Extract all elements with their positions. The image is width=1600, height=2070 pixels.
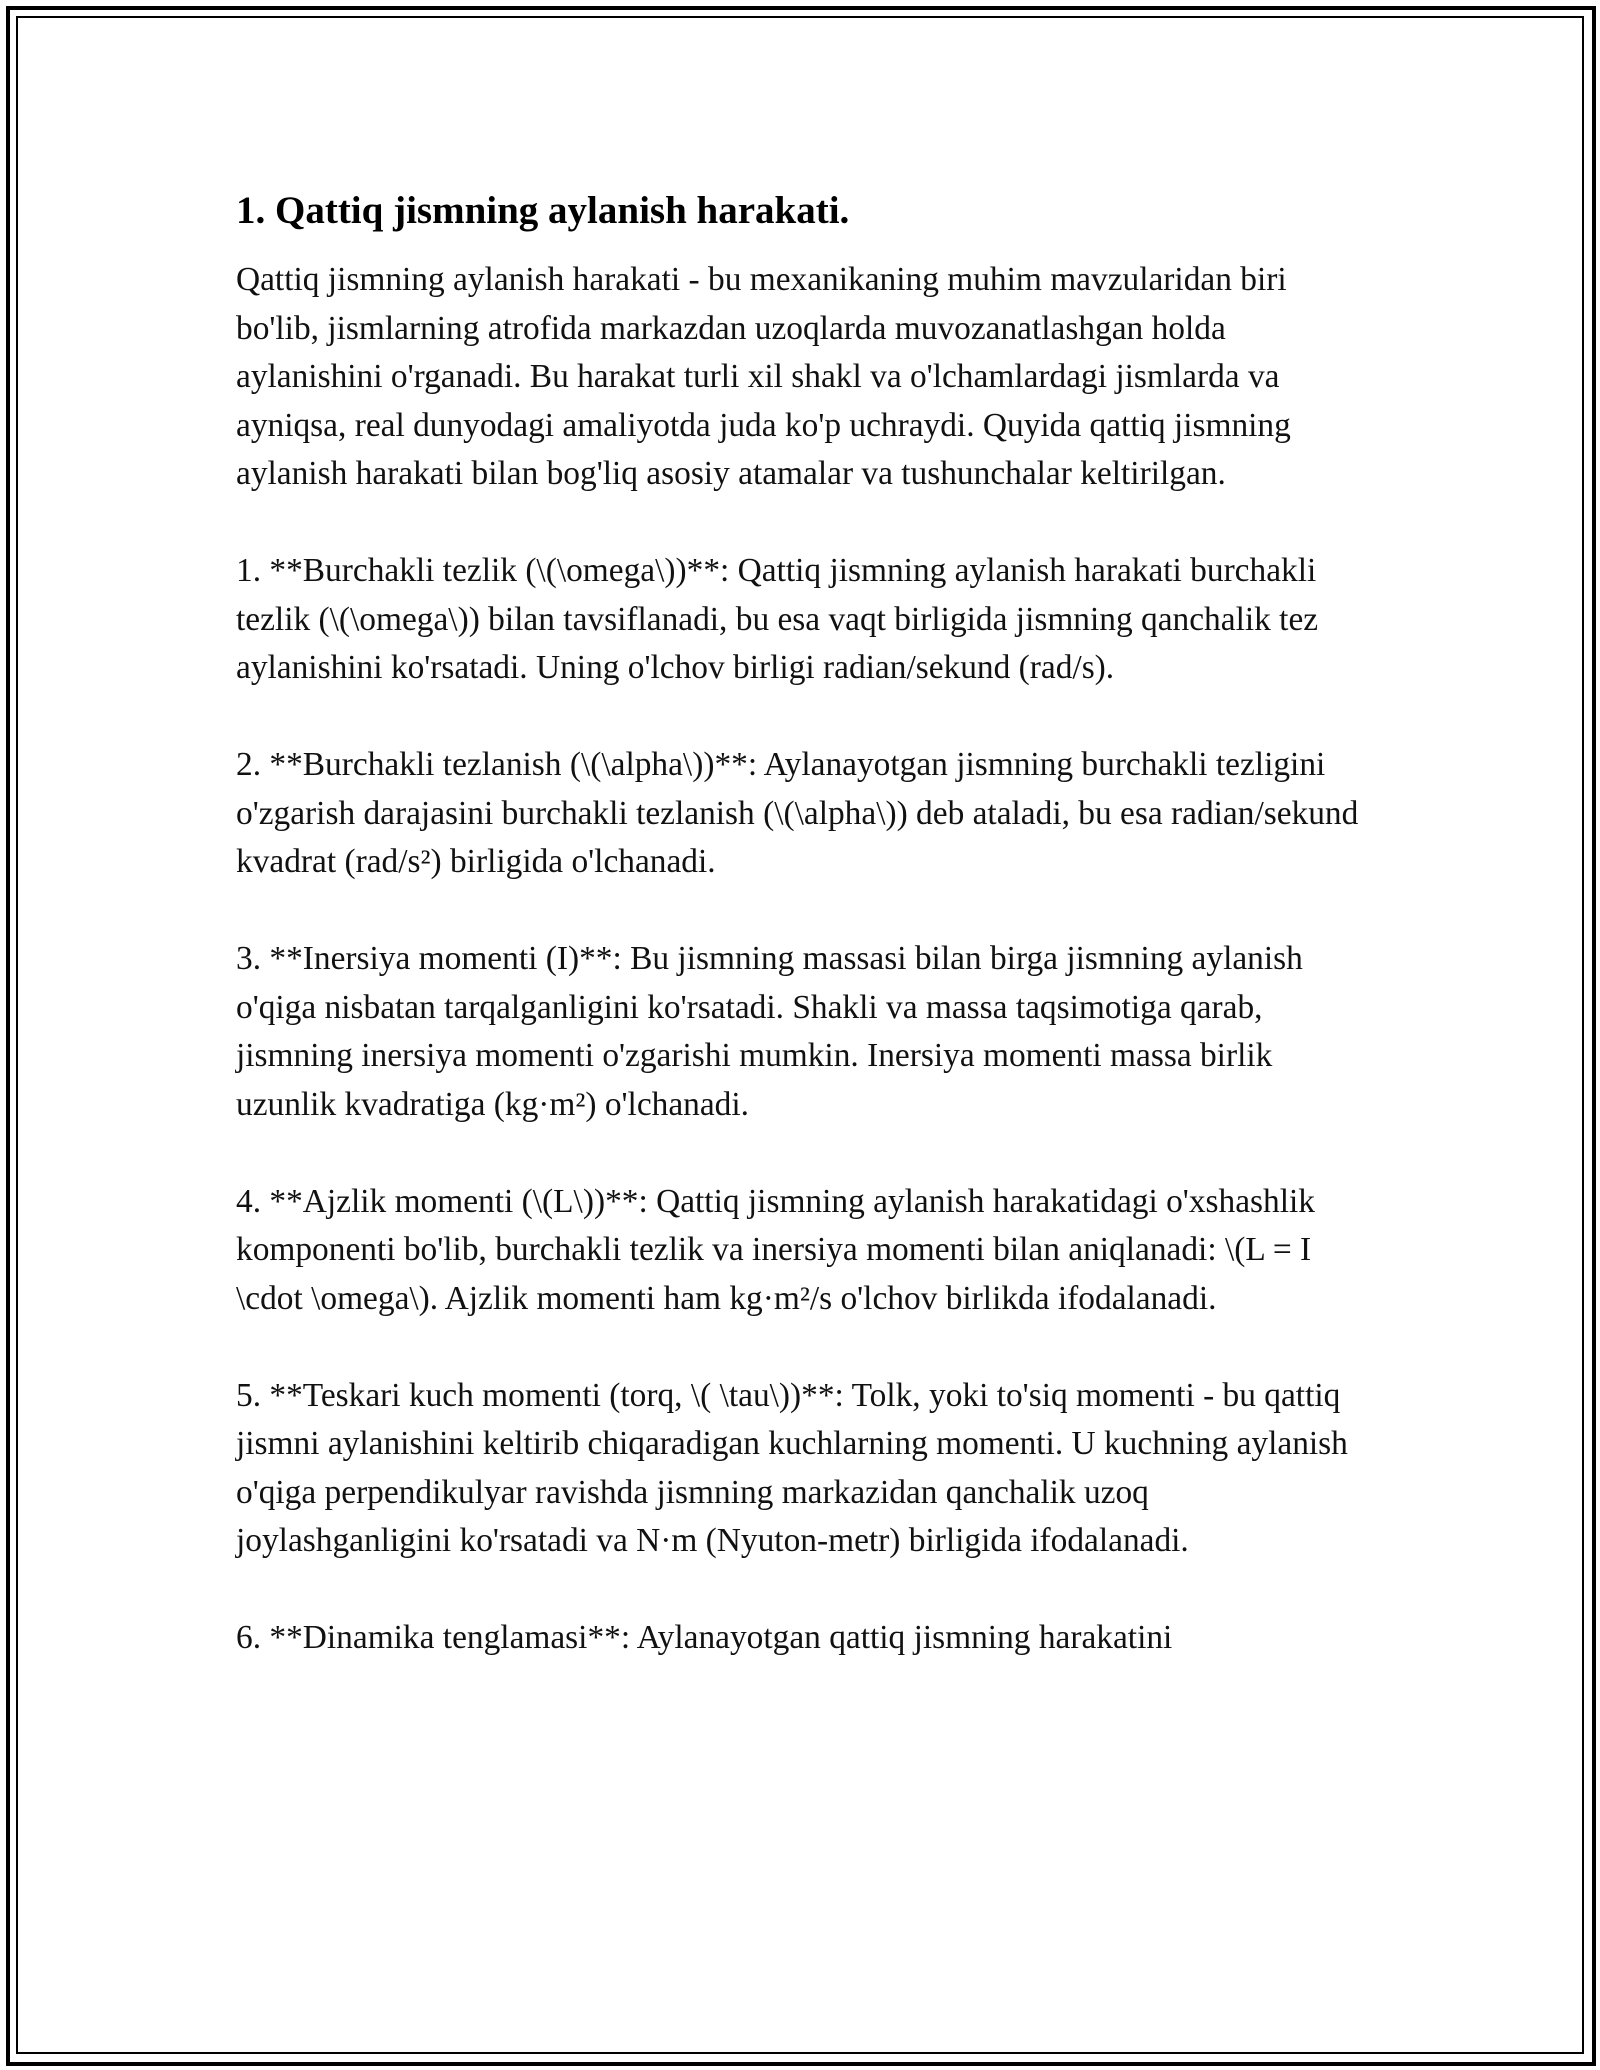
list-item-angular-velocity: 1. **Burchakli tezlik (\(\omega\))**: Qattiq jismning aylanish harakati burchakli tezlik (\(\omega\)) bilan tavsiflanadi, bu esa vaqt birligida jismning qanchalik tez aylanishini ko'rsatadi. Uning o'lchov birligi radian/sekund (rad/s). xyxy=(236,552,1319,686)
list-item-torque: 5. **Teskari kuch momenti (torq, \( \tau\))**: Tolk, yoki to'siq momenti - bu qattiq jismni aylanishini keltirib chiqaradigan kuchlarning momenti. U kuchning aylanish o'qiga perpendikulyar ravishda jismning markazidan qanchalik uzoq joylashganligini ko'rsatadi va N·m (Nyuton-metr) birligida ifodalanadi. xyxy=(236,1376,1348,1559)
intro-paragraph: Qattiq jismning aylanish harakati - bu mexanikaning muhim mavzularidan biri bo'lib, jismlarning atrofida markazdan uzoqlarda muvozanatlashgan holda aylanishini o'rganadi. Bu harakat turli xil shakl va o'lchamlardagi jismlarda va ayniqsa, real dunyodagi amaliyotda juda ko'p uchraydi. Quyida qattiq jismning aylanish harakati bilan bog'liq asosiy atamalar va tushunchalar keltirilgan. xyxy=(236,261,1291,492)
list-item-dynamics-equation: 6. **Dinamika tenglamasi**: Aylanayotgan qattiq jismning harakatini xyxy=(236,1619,1173,1656)
list-item-moment-of-inertia: 3. **Inersiya momenti (I)**: Bu jismning massasi bilan birga jismning aylanish o'qiga nisbatan tarqalganligini ko'rsatadi. Shakli va massa taqsimotiga qarab, jismning inersiya momenti o'zgarishi mumkin. Inersiya momenti massa birlik uzunlik kvadratiga (kg·m²) o'lchanadi. xyxy=(236,940,1303,1123)
section-heading: 1. Qattiq jismning aylanish harakati. xyxy=(236,189,850,232)
list-item-angular-acceleration: 2. **Burchakli tezlanish (\(\alpha\))**: Aylanayotgan jismning burchakli tezligini o'zgarish darajasini burchakli tezlanish (\(\alpha\)) deb ataladi, bu esa radian/sekund kvadrat (rad/s²) birligida o'lchanadi. xyxy=(236,746,1359,880)
document-page xyxy=(236,186,1366,1711)
list-item-angular-momentum: 4. **Ajzlik momenti (\(L\))**: Qattiq jismning aylanish harakatidagi o'xshashlik komponenti bo'lib, burchakli tezlik va inersiya momenti bilan aniqlanadi: \(L = I \cdot \omega\). Ajzlik momenti ham kg·m²/s o'lchov birlikda ifodalanadi. xyxy=(236,1182,1315,1317)
